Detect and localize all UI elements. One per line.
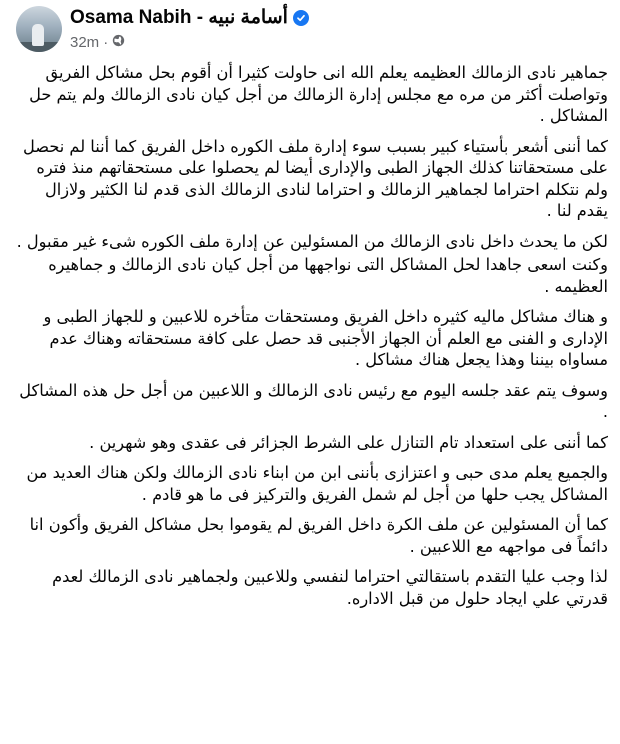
- post-paragraph: لكن ما يحدث داخل نادى الزمالك من المسئولين عن إدارة ملف الكوره شىء غير مقبول .: [16, 231, 608, 251]
- post-paragraph: والجميع يعلم مدى حبى و اعتزازى بأننى ابن من ابناء نادى الزمالك ولكن هناك العديد من المشاكل يجب حلها من أجل لم شمل الفريق والتركيز فى ما هو قادم .: [26, 463, 608, 504]
- post-body: [12, 62, 608, 618]
- post-paragraph: كما أن المسئولين عن ملف الكرة داخل الفريق لم يقوموا بحل مشاكل الفريق وأكون انا دائماً فى مواجهه مع اللاعبين .: [29, 515, 608, 556]
- meta-separator: ·: [103, 34, 109, 51]
- post-time[interactable]: 32m: [70, 34, 100, 51]
- post-paragraph: لذا وجب عليا التقدم باستقالتي احتراما لنفسي وللاعبين ولجماهير نادى الزمالك لعدم قدرتي علي ايجاد حلول من قبل الاداره.: [52, 567, 608, 608]
- post-header: [0, 0, 620, 64]
- post-paragraph: كما أننى أشعر بأستياء كبير بسبب سوء إدارة ملف الكوره داخل الفريق كما أننا لم نحصل على مستحقاتنا كذلك الجهاز الطبى والإدارى أيضا لم يحصلوا على مستحقاتهم منذ فتره ولم نتكلم احتراما لجماهير الزمالك و احتراما لنادى الزمالك الذى قدم لنا الكثير ولازال يقدم لنا .: [23, 136, 608, 220]
- avatar-figure: [32, 24, 44, 46]
- post-meta: [70, 34, 125, 51]
- post-paragraph: وكنت اسعى جاهدا لحل المشاكل التى نواجهها من أجل كيان نادى الزمالك و جماهيره العظيمه .: [48, 255, 608, 296]
- author-name[interactable]: Osama Nabih - أسامة نبيه: [70, 7, 288, 28]
- author-row: [70, 6, 309, 29]
- globe-icon[interactable]: [112, 34, 125, 51]
- post-paragraph: و هناك مشاكل ماليه كثيره داخل الفريق ومستحقات متأخره للاعبين و للجهاز الطبى و الإدارى و الفنى مع العلم أن الجهاز الأجنبى قد حصل على كافة مستحقاته وهناك عدم مساواه بيننا وهذا يجعل هناك مشاكل .: [43, 307, 608, 369]
- author-avatar[interactable]: [16, 6, 62, 52]
- post-paragraph: كما أننى على استعداد تام التنازل على الشرط الجزائر فى عقدى وهو شهرين .: [89, 432, 608, 452]
- post-paragraph: جماهير نادى الزمالك العظيمه يعلم الله انى حاولت كثيرا أن أقوم بحل مشاكل الفريق وتواصلت أكثر من مره مع مجلس إدارة الزمالك من أجل كيان نادى الزمالك ولم يتم حل المشاكل .: [29, 63, 608, 125]
- post-paragraph: وسوف يتم عقد جلسه اليوم مع رئيس نادى الزمالك و اللاعبين من أجل حل هذه المشاكل .: [19, 380, 608, 421]
- verified-badge-icon: [293, 10, 309, 26]
